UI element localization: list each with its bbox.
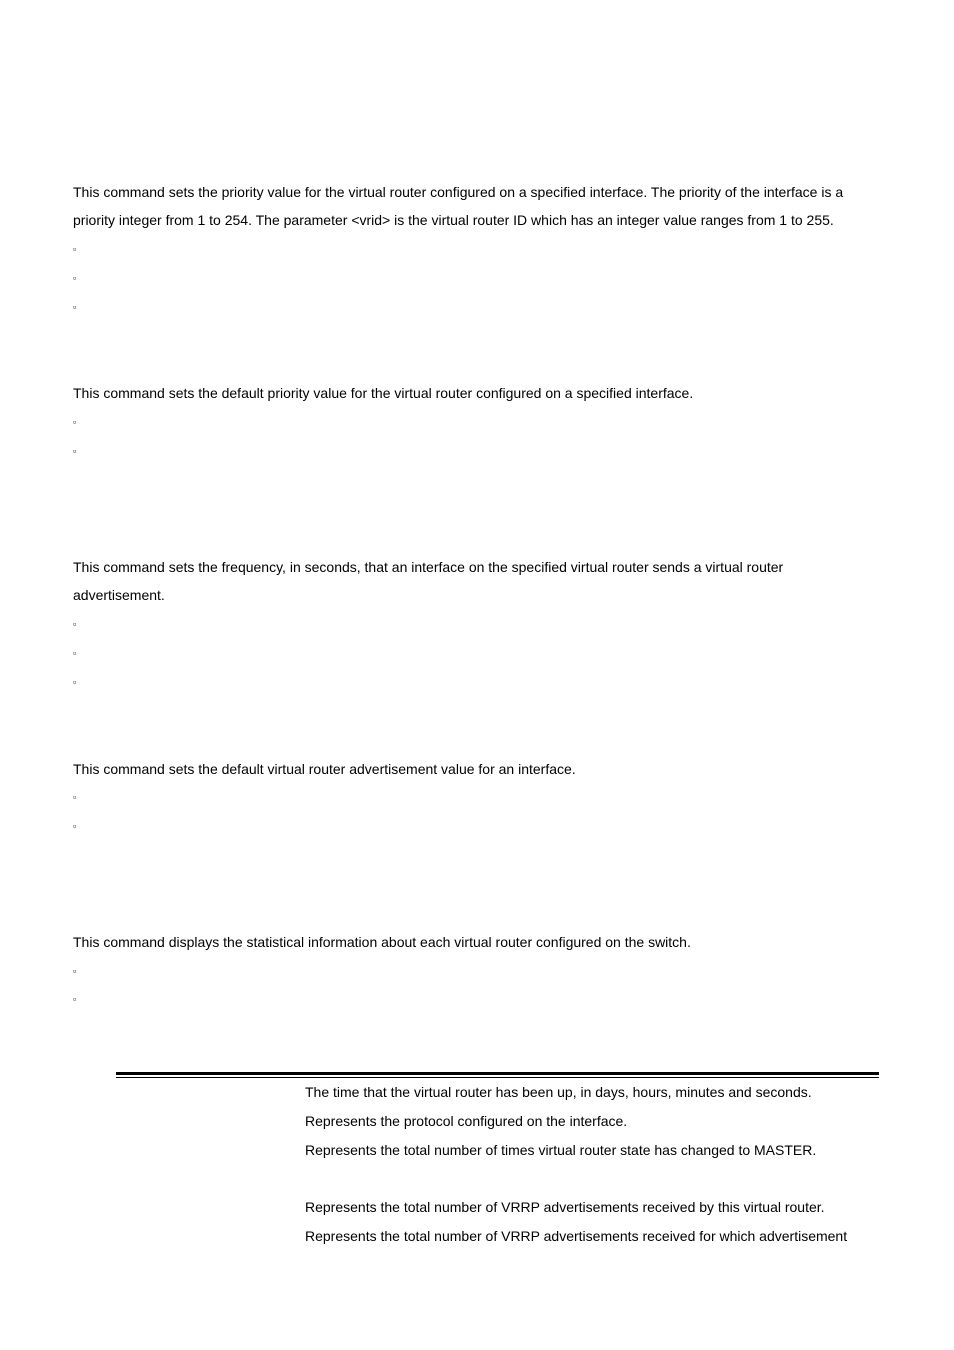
bullet-icon: ▫ xyxy=(73,273,77,283)
bullet-icon: ▫ xyxy=(73,302,77,312)
bullet-icon: ▫ xyxy=(73,648,77,658)
table-header-rule xyxy=(116,1077,879,1078)
bullet-icon: ▫ xyxy=(73,619,77,629)
section-1-paragraph: This command sets the priority value for the virtual router configured on a specified interface. The priority of the interface is a priority integer from 1 to 254. The parameter <vrid> is the virtual router ID which has an integer value ranges from 1 to 255. xyxy=(73,184,844,228)
table-top-rule xyxy=(116,1072,879,1075)
bullet-icon: ▫ xyxy=(73,446,77,456)
bullet-icon: ▫ xyxy=(73,417,77,427)
bullet-icon: ▫ xyxy=(73,244,77,254)
table-description: The time that the virtual router has been up, in days, hours, minutes and seconds. xyxy=(305,1084,812,1100)
section-3-paragraph: This command sets the frequency, in seconds, that an interface on the specified virtual router sends a virtual router advertisement. xyxy=(73,559,784,603)
bullet-icon: ▫ xyxy=(73,994,77,1004)
table-description: Represents the protocol configured on the interface. xyxy=(305,1113,628,1129)
section-5-paragraph: This command displays the statistical information about each virtual router configured on the switch. xyxy=(73,934,691,950)
table-description: Represents the total number of VRRP advertisements received by this virtual router. xyxy=(305,1199,825,1215)
section-4-paragraph: This command sets the default virtual router advertisement value for an interface. xyxy=(73,761,576,777)
section-2-paragraph: This command sets the default priority value for the virtual router configured on a specified interface. xyxy=(73,385,694,401)
bullet-icon: ▫ xyxy=(73,966,77,976)
bullet-icon: ▫ xyxy=(73,821,77,831)
bullet-icon: ▫ xyxy=(73,677,77,687)
table-description: Represents the total number of times virtual router state has changed to MASTER. xyxy=(305,1142,817,1158)
table-description: Represents the total number of VRRP advertisements received for which advertisement xyxy=(305,1228,848,1244)
bullet-icon: ▫ xyxy=(73,792,77,802)
